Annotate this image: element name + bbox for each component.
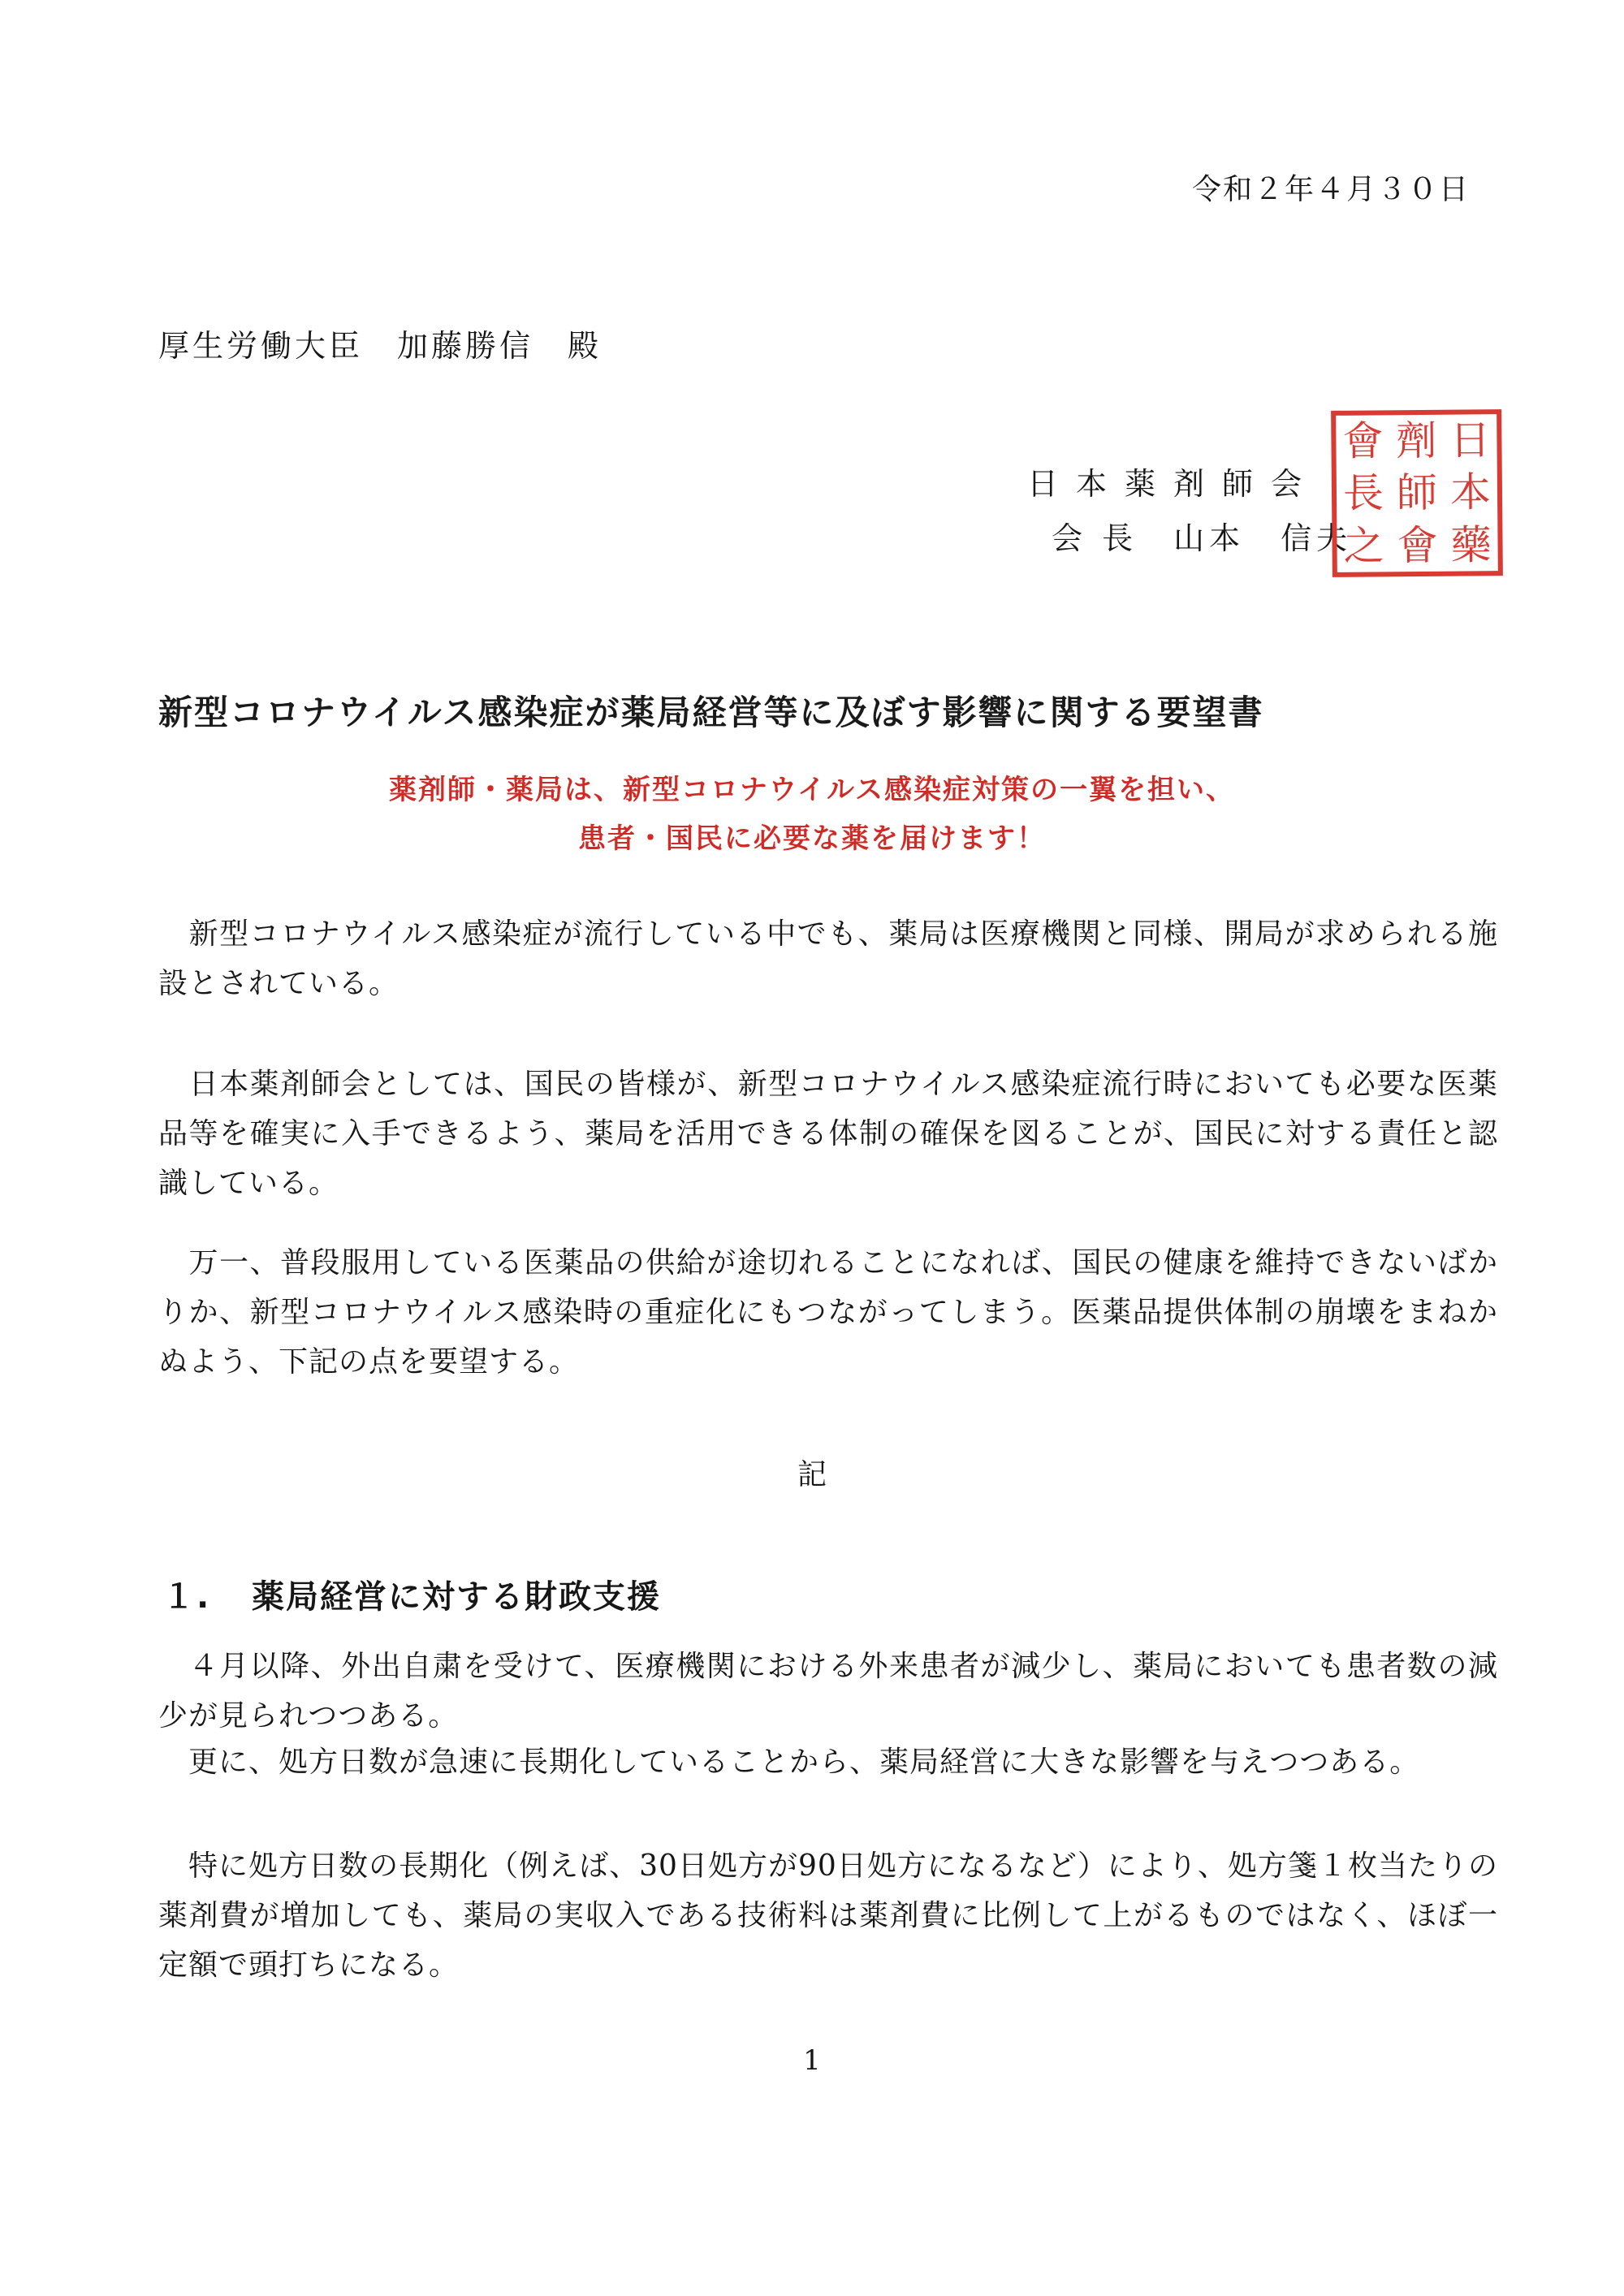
section-1-paragraph-3-text: 特に処方日数の長期化（例えば、30日処方が90日処方になるなど）により、処方箋１枚当たりの薬剤費が増加しても、薬局の実収入である技術料は薬剤費に比例して上がるものではなく、ほぼ一定額で頭打ちになる。 xyxy=(158,1849,1498,1982)
paragraph-1 xyxy=(158,909,1498,1008)
sender-organization: 日本薬剤師会 xyxy=(1027,466,1320,502)
paragraph-3-text: 万一、普段服用している医薬品の供給が途切れることになれば、国民の健康を維持できないばかりか、新型コロナウイルス感染時の重症化にもつながってしまう。医薬品提供体制の崩壊をまねかぬよう、下記の点を要望する。 xyxy=(158,1246,1498,1379)
seal-char: 日 xyxy=(1449,416,1491,464)
paragraph-2-text: 日本薬剤師会としては、国民の皆様が、新型コロナウイルス感染症流行時においても必要な医薬品等を確実に入手できるよう、薬局を活用できる体制の確保を図ることが、国民に対する責任と認識している。 xyxy=(158,1068,1498,1200)
seal-char: 會 xyxy=(1397,521,1438,570)
document-title: 新型コロナウイルス感染症が薬局経営等に及ぼす影響に関する要望書 xyxy=(158,693,1264,732)
official-seal xyxy=(1331,409,1503,577)
seal-char: 藥 xyxy=(1450,521,1492,569)
seal-char: 本 xyxy=(1449,468,1492,517)
paragraph-2 xyxy=(158,1060,1498,1208)
paragraph-3 xyxy=(158,1238,1498,1387)
slogan-line-1: 薬剤師・薬局は、新型コロナウイルス感染症対策の一翼を担い、 xyxy=(389,774,1235,806)
ki-marker: 記 xyxy=(797,1458,827,1491)
seal-char: 之 xyxy=(1343,522,1384,570)
section-1-heading xyxy=(162,1571,661,1617)
section-1-paragraph-1-text: ４月以降、外出自粛を受けて、医療機関における外来患者が減少し、薬局においても患者数の減少が見られつつある。 xyxy=(158,1650,1498,1733)
date: 令和２年４月３０日 xyxy=(1191,173,1470,206)
section-1-paragraph-3 xyxy=(158,1841,1498,1990)
seal-char: 會 xyxy=(1342,417,1384,465)
section-1-paragraph-2-text: 更に、処方日数が急速に長期化していることから、薬局経営に大きな影響を与えつつある。 xyxy=(188,1746,1420,1779)
seal-char: 長 xyxy=(1342,469,1384,518)
addressee: 厚生労働大臣 加藤勝信 殿 xyxy=(158,328,603,364)
page-number: 1 xyxy=(803,2044,821,2077)
section-1-paragraph-1 xyxy=(158,1642,1498,1741)
section-heading-text: 薬局経営に対する財政支援 xyxy=(252,1578,661,1616)
sender-name: 会 長 山本 信夫 xyxy=(1052,520,1353,556)
section-number: １. xyxy=(162,1578,211,1616)
seal-char: 劑 xyxy=(1396,416,1437,465)
seal-char: 師 xyxy=(1396,469,1438,517)
slogan-line-2: 患者・国民に必要な薬を届けます！ xyxy=(578,822,1046,855)
paragraph-1-text: 新型コロナウイルス感染症が流行している中でも、薬局は医療機関と同様、開局が求められる施設とされている。 xyxy=(158,917,1498,1000)
section-1-paragraph-2 xyxy=(158,1737,1498,1787)
